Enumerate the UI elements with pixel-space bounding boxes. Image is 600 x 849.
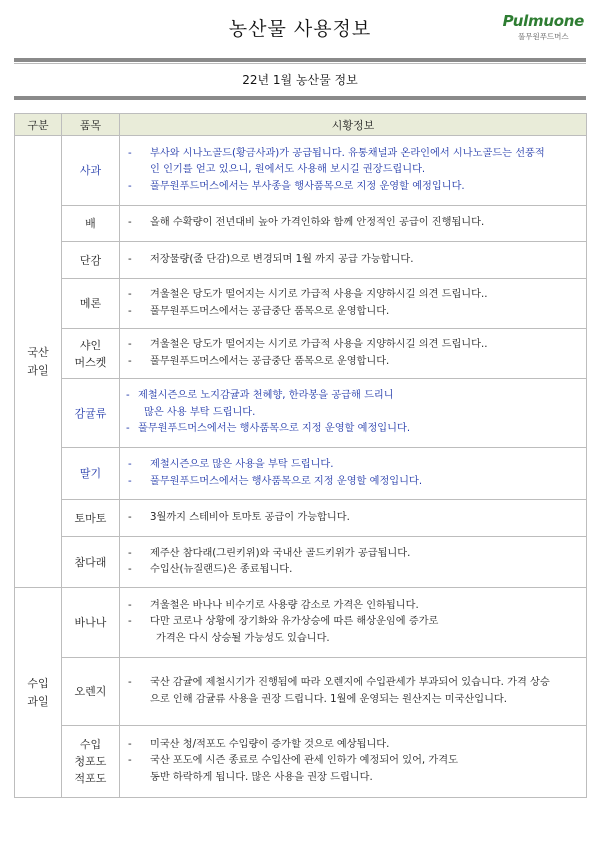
info-text: 제철시즌으로 많은 사용을 부탁 드립니다. [150, 459, 334, 470]
category-label-line: 국산 [27, 345, 49, 359]
item-label-line: 머스켓 [74, 355, 107, 369]
dash-bullet: - [128, 677, 132, 688]
table-row [15, 448, 587, 500]
info-text: 3월까지 스테비아 토마토 공급이 가능합니다. [150, 511, 350, 523]
category-label-line: 수입 [27, 676, 49, 690]
dash-bullet: - [128, 599, 132, 611]
table-row [15, 537, 587, 588]
market-info-cell [120, 448, 587, 500]
dash-bullet: - [128, 253, 132, 265]
column-header-item: 품목 [62, 114, 120, 136]
dash-bullet: - [128, 564, 132, 575]
info-text: 제철시즌으로 노지감귤과 천혜향, 한라봉을 공급해 드리니 [138, 390, 394, 402]
column-header-market-info: 시황정보 [120, 114, 587, 136]
market-info-cell [120, 537, 587, 588]
info-text: 풀무원푸드머스에서는 공급중단 품목으로 운영합니다. [150, 355, 390, 367]
item-label-line: 수입 [79, 738, 102, 751]
table-row [15, 500, 587, 537]
info-line [126, 252, 582, 269]
category-label-line: 과일 [27, 363, 49, 377]
dash-bullet: - [128, 289, 132, 300]
info-text: 저장물량(줄 단감)으로 변경되며 1월 까지 공급 가능합니다. [150, 253, 414, 265]
info-text: 수입산(뉴질랜드)은 종료됩니다. [150, 564, 293, 575]
document-header [0, 0, 600, 62]
dash-bullet: - [128, 616, 132, 628]
info-line [126, 614, 582, 631]
item-pear: 배 [62, 206, 120, 242]
header-divider [14, 58, 586, 62]
info-line [126, 510, 582, 527]
market-info-cell [120, 329, 587, 379]
info-text: 겨울철은 바나나 비수기로 사용량 감소로 가격은 인하됩니다. [150, 599, 419, 611]
info-line [126, 457, 582, 474]
item-kiwi: 참다래 [62, 537, 120, 588]
table-row [15, 206, 587, 242]
table-header-row [15, 114, 587, 136]
info-text: 가격은 다시 상승될 가능성도 있습니다. [156, 632, 330, 644]
item-label-line: 샤인 [79, 338, 102, 352]
dash-bullet: - [128, 305, 132, 317]
item-orange: 오렌지 [62, 658, 120, 726]
item-imported-grapes [62, 726, 120, 798]
market-info-cell [120, 242, 587, 279]
info-line [126, 753, 582, 770]
info-line [126, 421, 582, 438]
info-line [126, 337, 582, 354]
category-label-line: 과일 [27, 694, 49, 708]
item-apple: 사과 [62, 136, 120, 206]
info-text: 다만 코로나 상황에 장기화와 유가상승에 따른 해상운임에 증가로 [150, 616, 439, 628]
info-line [126, 474, 582, 491]
dash-bullet: - [128, 355, 132, 367]
info-text: 제주산 참다래(그린키위)와 국내산 골드키위가 공급됩니다. [150, 547, 411, 559]
item-strawberry: 딸기 [62, 448, 120, 500]
info-line [126, 215, 582, 232]
item-sweet-persimmon: 단감 [62, 242, 120, 279]
page-title: 농산물 사용정보 [228, 18, 372, 40]
dash-bullet: - [128, 459, 132, 470]
market-info-cell [120, 136, 587, 206]
info-text: 많은 사용 부탁 드립니다. [144, 406, 256, 418]
info-line [126, 562, 582, 579]
dash-bullet: - [128, 511, 132, 523]
dash-bullet: - [128, 147, 132, 159]
report-subtitle: 22년 1월 농산물 정보 [242, 73, 358, 87]
table-row [15, 726, 587, 798]
market-info-cell [120, 726, 587, 798]
item-tomato: 토마토 [62, 500, 120, 537]
header-divider-thin [14, 63, 586, 64]
table-row [15, 279, 587, 329]
logo-wordmark: Pulmuone [502, 12, 584, 30]
dash-bullet: - [128, 547, 132, 559]
market-info-cell [120, 500, 587, 537]
market-info-cell [120, 206, 587, 242]
info-line [126, 546, 582, 563]
table-row [15, 136, 587, 206]
info-text: 올해 수확량이 전년대비 높아 가격인하와 함께 안정적인 공급이 진행됩니다. [150, 217, 485, 229]
item-citrus: 감귤류 [62, 379, 120, 448]
column-header-category: 구분 [15, 114, 62, 136]
info-line [126, 631, 582, 648]
info-line [126, 675, 582, 692]
info-line [126, 405, 582, 422]
dash-bullet: - [128, 180, 132, 192]
dash-bullet: - [128, 339, 132, 350]
table-row [15, 242, 587, 279]
info-text: 겨울철은 당도가 떨어지는 시기로 가급적 사용을 지양하시길 의견 드립니다.. [150, 289, 488, 300]
info-line [126, 692, 582, 709]
market-info-cell [120, 588, 587, 658]
dash-bullet: - [126, 390, 130, 402]
item-label-line: 적포도 [74, 772, 107, 785]
info-line [126, 388, 582, 405]
info-text: 동반 하락하게 됩니다. 많은 사용을 권장 드립니다. [150, 771, 373, 783]
info-text: 국산 감귤에 제철시기가 진행됨에 따라 오렌지에 수입관세가 부과되어 있습니다. 가격 상승 [150, 677, 550, 688]
item-melon: 메론 [62, 279, 120, 329]
item-banana: 바나나 [62, 588, 120, 658]
info-text: 인 인기를 얻고 있으니, 원에서도 사용해 보시길 권장드립니다. [150, 164, 426, 176]
info-text: 부사와 시나노골드(황금사과)가 공급됩니다. 유통채널과 온라인에서 시나노골드는 선풍적 [150, 147, 545, 159]
info-text: 국산 포도에 시즌 종료로 수입산에 관세 인하가 예정되어 있어, 가격도 [150, 755, 458, 767]
pulmuone-logo [503, 12, 584, 42]
dash-bullet: - [128, 217, 132, 229]
info-line [126, 737, 582, 754]
info-text: 겨울철은 당도가 떨어지는 시기로 가급적 사용을 지양하시길 의견 드립니다.. [150, 339, 488, 350]
table-row [15, 379, 587, 448]
info-text: 풀무원푸드머스에서는 부사종을 행사품목으로 지정 운영할 예정입니다. [150, 180, 465, 192]
info-line [126, 287, 582, 304]
table-row [15, 588, 587, 658]
market-info-cell [120, 658, 587, 726]
dash-bullet: - [128, 475, 132, 487]
info-line [126, 162, 582, 179]
info-line [126, 354, 582, 371]
info-line [126, 179, 582, 196]
logo-subtext: 풀무원푸드머스 [517, 32, 569, 41]
category-imported-fruit [15, 588, 62, 798]
info-text: 풀무원푸드머스에서는 행사품목으로 지정 운영할 예정입니다. [138, 423, 411, 435]
dash-bullet: - [128, 738, 132, 750]
market-info-cell [120, 379, 587, 448]
item-label-line: 청포도 [74, 755, 107, 768]
info-text: 미국산 청/적포도 수입량이 증가할 것으로 예상됩니다. [150, 738, 390, 750]
market-info-cell [120, 279, 587, 329]
subtitle-divider [14, 96, 586, 100]
category-domestic-fruit [15, 136, 62, 588]
dash-bullet: - [128, 755, 132, 767]
item-shine-muscat [62, 329, 120, 379]
table-row [15, 329, 587, 379]
info-text: 으로 인해 감귤류 사용을 권장 드립니다. 1월에 운영되는 원산지는 미국산입니다. [150, 693, 508, 705]
info-text: 풀무원푸드머스에서는 행사품목으로 지정 운영할 예정입니다. [150, 475, 423, 487]
info-line [126, 770, 582, 787]
info-line [126, 146, 582, 163]
info-line [126, 598, 582, 615]
info-line [126, 304, 582, 321]
produce-info-table [14, 113, 587, 798]
info-text: 풀무원푸드머스에서는 공급중단 품목으로 운영합니다. [150, 305, 390, 317]
dash-bullet: - [126, 423, 130, 435]
table-row [15, 658, 587, 726]
